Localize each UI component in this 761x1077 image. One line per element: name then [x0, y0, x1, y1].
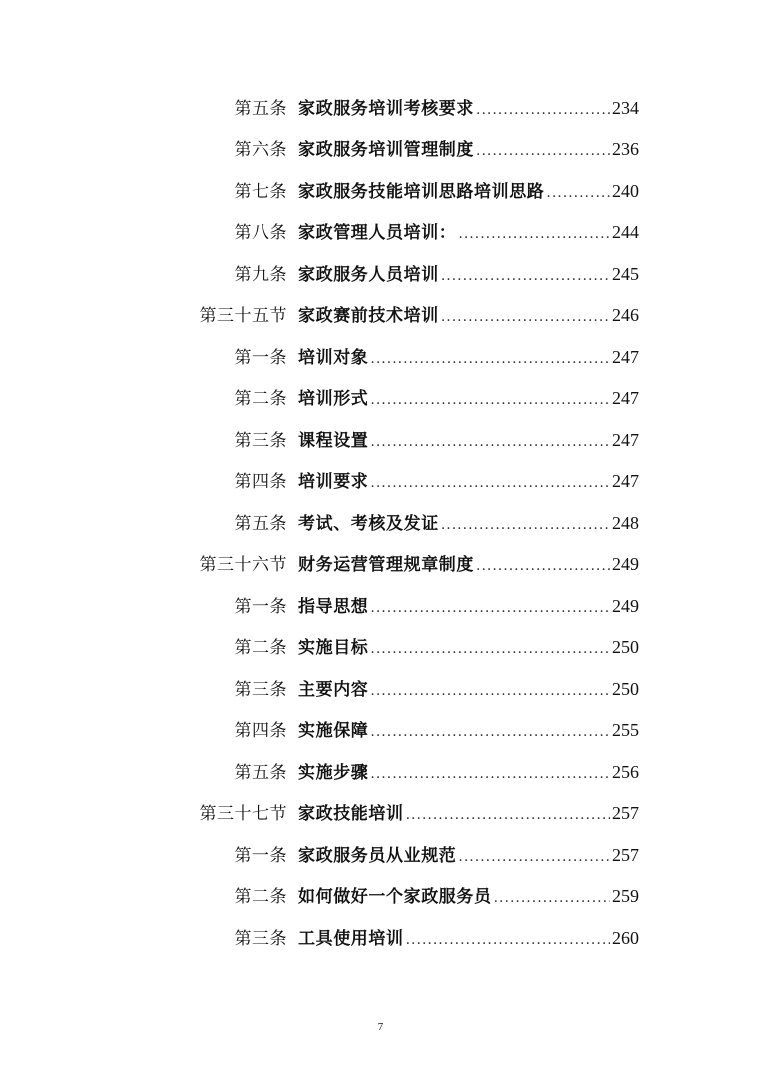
toc-entry-content [298, 222, 639, 244]
toc-entry-content [298, 845, 639, 867]
toc-entry-content [298, 679, 639, 701]
toc-entry-page: 247 [612, 388, 639, 409]
toc-entry-page: 247 [612, 471, 639, 492]
toc-entry-title: 家政服务培训管理制度 [298, 140, 474, 161]
toc-entry-label: 第二条 [234, 887, 287, 908]
toc-entry-label: 第二条 [234, 638, 287, 659]
toc-entry [0, 628, 761, 670]
toc-entry [0, 296, 761, 338]
toc-entry-title: 实施保障 [298, 721, 369, 742]
toc-entry-content [298, 554, 639, 576]
toc-entry-content [298, 886, 639, 908]
dot-leader [494, 888, 610, 908]
dot-leader [406, 805, 610, 825]
toc-entry-page: 236 [612, 139, 639, 160]
toc-entry-label: 第二条 [234, 389, 287, 410]
toc-entry-content [298, 928, 639, 950]
dot-leader [441, 307, 610, 327]
toc-entry-page: 257 [612, 844, 639, 865]
toc-entry-content [298, 181, 639, 203]
toc-entry [0, 503, 761, 545]
toc-entry-label: 第八条 [234, 223, 287, 244]
toc-entry [0, 877, 761, 919]
toc-entry-title: 实施目标 [298, 638, 369, 659]
toc-entry [0, 171, 761, 213]
toc-entry-content [298, 98, 639, 120]
dot-leader [406, 930, 610, 950]
toc-entry-title: 考试、考核及发证 [298, 513, 439, 534]
toc-entry [0, 420, 761, 462]
toc-entry-label: 第九条 [234, 264, 287, 285]
dot-leader [370, 639, 610, 659]
dot-leader [370, 722, 610, 742]
dot-leader [458, 847, 610, 867]
toc-entry-label: 第三十七节 [199, 804, 287, 825]
toc-entry [0, 337, 761, 379]
toc-entry-label: 第六条 [234, 140, 287, 161]
toc-entry-content [298, 513, 639, 535]
toc-entry-page: 257 [612, 803, 639, 824]
dot-leader [370, 681, 610, 701]
dot-leader [370, 473, 610, 493]
toc-entry-page: 234 [612, 97, 639, 118]
toc-entry-label: 第五条 [234, 98, 287, 119]
dot-leader [370, 598, 610, 618]
toc-entry [0, 752, 761, 794]
toc-entry-page: 245 [612, 263, 639, 284]
dot-leader [476, 100, 610, 120]
toc-entry-content [298, 347, 639, 369]
toc-entry-label: 第三条 [234, 430, 287, 451]
toc-entry [0, 130, 761, 172]
toc-entry-page: 248 [612, 512, 639, 533]
toc-entry [0, 254, 761, 296]
toc-entry-content [298, 471, 639, 493]
toc-entry-page: 255 [612, 720, 639, 741]
toc-entry-title: 培训形式 [298, 389, 369, 410]
toc-entry-title: 家政服务员从业规范 [298, 845, 457, 866]
toc-entry-title: 指导思想 [298, 596, 369, 617]
toc-entry-page: 247 [612, 346, 639, 367]
toc-entry-label: 第三十六节 [199, 555, 287, 576]
toc-entry-content [298, 637, 639, 659]
toc-entry [0, 918, 761, 960]
toc-entry-label: 第五条 [234, 513, 287, 534]
toc-entry-page: 246 [612, 305, 639, 326]
toc-entry-content [298, 430, 639, 452]
toc-entry-content [298, 720, 639, 742]
toc-entry-title: 家政管理人员培训： [298, 223, 457, 244]
toc-entry-label: 第四条 [234, 721, 287, 742]
toc-entry-title: 主要内容 [298, 679, 369, 700]
dot-leader [441, 515, 610, 535]
toc-entry [0, 711, 761, 753]
dot-leader [476, 141, 610, 161]
toc-entry-title: 家政赛前技术培训 [298, 306, 439, 327]
toc-entry-title: 培训对象 [298, 347, 369, 368]
toc-entry-content [298, 803, 639, 825]
toc-entry-content [298, 264, 639, 286]
toc-entry-label: 第一条 [234, 347, 287, 368]
toc-entry-page: 260 [612, 927, 639, 948]
toc-entry-title: 家政服务技能培训思路培训思路 [298, 181, 545, 202]
dot-leader [370, 390, 610, 410]
dot-leader [458, 224, 610, 244]
toc-entry-page: 259 [612, 886, 639, 907]
toc-entry-page: 249 [612, 554, 639, 575]
toc-entry [0, 586, 761, 628]
dot-leader [441, 266, 610, 286]
toc-entry-label: 第七条 [234, 181, 287, 202]
toc-entry-content [298, 596, 639, 618]
toc-entry [0, 379, 761, 421]
toc-entry [0, 545, 761, 587]
toc-entry-title: 课程设置 [298, 430, 369, 451]
dot-leader [370, 764, 610, 784]
toc-entry-content [298, 305, 639, 327]
toc-entry [0, 669, 761, 711]
toc-entry [0, 794, 761, 836]
toc-entry-title: 实施步骤 [298, 762, 369, 783]
dot-leader [370, 432, 610, 452]
toc-entry-title: 如何做好一个家政服务员 [298, 887, 492, 908]
toc-entry-label: 第五条 [234, 762, 287, 783]
toc-entry-page: 249 [612, 595, 639, 616]
toc-entry-label: 第一条 [234, 845, 287, 866]
toc-entry [0, 213, 761, 255]
toc-entry-title: 家政服务培训考核要求 [298, 98, 474, 119]
toc-entry-title: 工具使用培训 [298, 928, 404, 949]
toc-entry-page: 250 [612, 678, 639, 699]
toc-entry-title: 财务运营管理规章制度 [298, 555, 474, 576]
dot-leader [370, 349, 610, 369]
toc-entry-title: 培训要求 [298, 472, 369, 493]
toc-entry-label: 第三十五节 [199, 306, 287, 327]
toc-entry-label: 第四条 [234, 472, 287, 493]
toc-entry-content [298, 388, 639, 410]
dot-leader [546, 183, 610, 203]
toc-entry-content [298, 139, 639, 161]
dot-leader [476, 556, 610, 576]
toc-entry-label: 第三条 [234, 928, 287, 949]
toc-entry-page: 250 [612, 637, 639, 658]
toc-entry [0, 835, 761, 877]
toc-entry-title: 家政技能培训 [298, 804, 404, 825]
toc-entry-page: 247 [612, 429, 639, 450]
toc-entry [0, 88, 761, 130]
toc-entry-label: 第一条 [234, 596, 287, 617]
toc-entry-page: 240 [612, 180, 639, 201]
page-number: 7 [377, 1021, 384, 1033]
toc-entry-page: 244 [612, 222, 639, 243]
toc-entry-page: 256 [612, 761, 639, 782]
toc-entry [0, 462, 761, 504]
table-of-contents [0, 88, 761, 960]
toc-entry-title: 家政服务人员培训 [298, 264, 439, 285]
toc-entry-label: 第三条 [234, 679, 287, 700]
toc-entry-content [298, 762, 639, 784]
